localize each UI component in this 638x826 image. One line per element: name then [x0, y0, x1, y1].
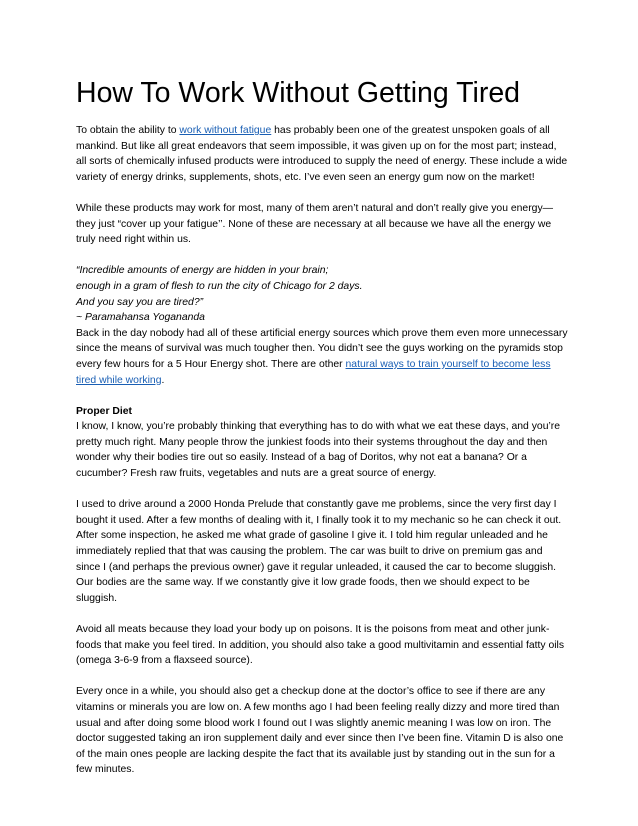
history-paragraph [76, 326, 568, 388]
article-body [76, 123, 568, 794]
page-title: How To Work Without Getting Tired [76, 77, 521, 109]
meats-paragraph: Avoid all meats because they load your body up on poisons. It is the poisons from meat and other junk-foods that make you feel tired. In addition, you should also take a good multivitamin and essential fatty oils (omega 3-6-9 from a flaxseed source). [76, 624, 565, 667]
section-heading-proper-diet: Proper Diet [76, 405, 133, 417]
diet-paragraph: I know, I know, you’re probably thinking that everything has to do with what we eat these days, and you’re pretty much right. Many people throw the junkiest foods into their systems throughout the day and then wonder why their bodies tire out so easily. Instead of a bag of Doritos, why not eat a banana? Or a cucumber? Fresh raw fruits, vegetables and nuts are a great source of energy. [76, 421, 561, 480]
intro-paragraph [76, 123, 568, 185]
checkup-paragraph: Every once in a while, you should also get a checkup done at the doctor’s office to see if there are any vitamins or minerals you are low on. A few months ago I had been feeling really dizzy and more tired than usual and after doing some blood work I found out I was slightly anemic meaning I was low on iron. The doctor suggested taking an iron supplement daily and ever since then I’ve been fine. Vitamin D is also one of the main ones people are lacking despite the fact that its available just by standing out in the sun for a few minutes. [76, 686, 564, 776]
history-text-after: . [161, 374, 165, 386]
work-without-fatigue-link[interactable]: work without fatigue [179, 125, 272, 136]
quote-line-1: “Incredible amounts of energy are hidden in your brain; [76, 265, 329, 277]
honda-paragraph: I used to drive around a 2000 Honda Prelude that constantly gave me problems, since the very first day I bought it used. After a few months of dealing with it, I finally took it to my mechanic so he can check it out. After some inspection, he asked me what grade of gasoline I give it. I told him regular unleaded and he immediately replied that that was causing the problem. The car was built to drive on premium gas and since I (and perhaps the previous owner) gave it regular unleaded, it caused the car to become sluggish. Our bodies are the same way. If we constantly give it low grade foods, then we should expect to be sluggish. [76, 499, 562, 604]
intro-text-before: To obtain the ability to [76, 125, 180, 136]
quote-line-3: And you say you are tired?” [76, 296, 204, 308]
intro-text-after: has probably been one of the greatest unspoken goals of all mankind. But like all great endeavors that seem impossible, it was given up on for the most part; instead, all sorts of chemically infused products were introduced to supply the need of energy. These include a wide variety of energy drinks, supplements, shots, etc. I’ve even seen an energy gum now on the market! [76, 125, 568, 183]
quote-line-2: enough in a gram of flesh to run the city of Chicago for 2 days. [76, 280, 363, 292]
products-paragraph: While these products may work for most, many of them aren’t natural and don’t really give you energy—they just “cover up your fatigue’’. None of these are necessary at all because we have all the energy we truly need right within us. [76, 202, 554, 246]
natural-ways-link[interactable]: natural ways to train yourself to become less tired while working [76, 358, 551, 386]
history-text-before: Back in the day nobody had all of these artificial energy sources which prove them even more unnecessary since the means of survival was much tougher then. You didn’t see the guys working on the pyramids stop every few hours for a 5 Hour Energy shot. There are other [76, 327, 568, 370]
quote-attribution: ~ Paramahansa Yogananda [76, 312, 205, 324]
